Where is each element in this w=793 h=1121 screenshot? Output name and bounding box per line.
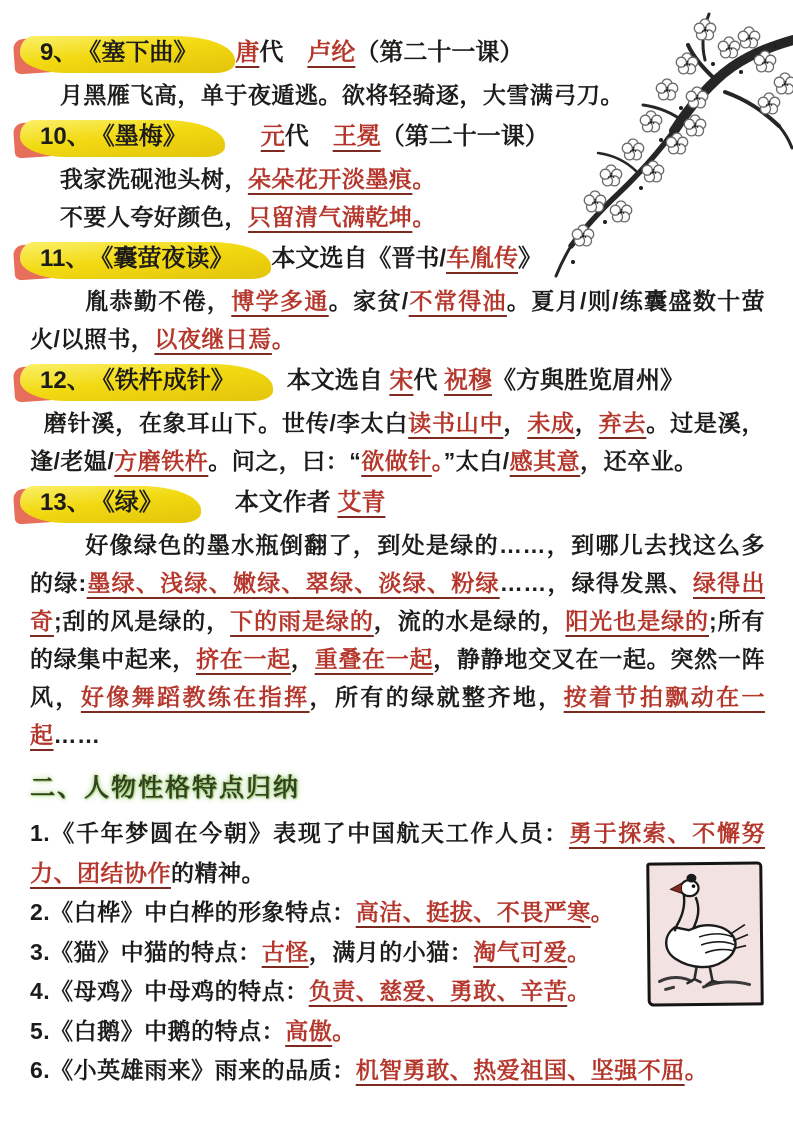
entry-header — [30, 484, 765, 523]
text-run: 月黑雁飞高，单于夜遁逃。欲将轻骑逐，大雪满弓刀。 — [59, 82, 624, 108]
text-run: 5.《白鹅》中鹅的特点： — [30, 1017, 286, 1044]
text-run: 4.《母鸡》中母鸡的特点： — [30, 978, 309, 1004]
text-run: 代 — [413, 367, 445, 394]
key-phrase: 高洁、挺拔、不畏严寒 — [355, 899, 591, 925]
key-phrase: 淘气可爱 — [473, 938, 568, 965]
entry-source — [235, 34, 523, 72]
trait-item — [30, 1051, 765, 1091]
text-run: 本文选自 — [286, 367, 390, 394]
text-run: 本文作者 — [234, 489, 338, 516]
key-phrase: 王冕 — [332, 123, 381, 150]
text-run: ;刮的风是绿的， — [53, 608, 231, 634]
key-phrase: 挤在一起 — [196, 646, 291, 672]
text-run: ……，绿得发黑、 — [499, 570, 694, 596]
trait-item — [30, 1012, 615, 1052]
key-phrase: 宋 — [389, 367, 414, 394]
text-run: 的精神。 — [171, 859, 265, 886]
entry-header — [30, 240, 765, 279]
entry-source — [271, 240, 542, 278]
key-phrase: 欲做针 — [361, 448, 432, 474]
entry-text — [30, 198, 765, 236]
key-phrase: 高傲 — [285, 1017, 333, 1044]
key-phrase: 。 — [590, 899, 615, 925]
key-phrase: 只留清气满乾坤 — [247, 204, 413, 230]
key-phrase: 机智勇敢、热爱祖国、坚强不屈 — [355, 1057, 685, 1083]
poem-entries — [30, 34, 765, 754]
text-run: ，流的水是绿的， — [373, 608, 566, 634]
text-run: 。夏月/则/练囊盛数十萤火/以照书， — [30, 288, 766, 352]
text-run: …… — [53, 722, 101, 748]
entry-title: 《塞下曲》 — [89, 39, 198, 66]
key-phrase: 下的雨是绿的 — [230, 608, 374, 634]
lesson-entry — [30, 118, 765, 236]
text-run: ”太白/ — [443, 448, 510, 474]
text-run: （第二十一课） — [380, 123, 549, 150]
text-run: 本文选自《晋书/ — [271, 245, 447, 272]
text-run: 2.《白桦》中白桦的形象特点： — [30, 899, 356, 925]
key-phrase: 绿得出奇 — [30, 570, 766, 634]
key-phrase: 古怪 — [261, 938, 309, 965]
text-run: 1.《千年梦圆在今朝》表现了中国航天工作人员： — [30, 820, 569, 846]
entry-number: 12、 — [40, 367, 91, 394]
entry-text — [30, 526, 765, 754]
key-phrase: 。 — [412, 204, 436, 230]
key-phrase: 元 — [260, 123, 285, 150]
key-phrase: 卢纶 — [307, 39, 356, 66]
key-phrase: 未成 — [527, 410, 575, 436]
text-run: 代 — [259, 39, 308, 66]
key-phrase: 艾青 — [337, 489, 386, 516]
text-run: ， — [574, 410, 599, 436]
key-phrase: 祝穆 — [444, 367, 493, 394]
text-run: 。问之，曰：“ — [208, 448, 362, 474]
key-phrase: 朵朵花开淡墨痕 — [247, 166, 413, 192]
text-run: 。家贫/ — [328, 288, 409, 314]
entry-text — [30, 160, 765, 198]
text-run: 3.《猫》中猫的特点： — [30, 938, 262, 965]
key-phrase: 车胤传 — [446, 245, 519, 272]
key-phrase: 负责、慈爱、勇敢、辛苦 — [308, 978, 568, 1004]
text-run: ;所有的绿集中起来， — [30, 608, 766, 672]
entry-title: 《墨梅》 — [102, 123, 187, 150]
highlighted-title — [30, 34, 205, 73]
entry-number: 13、 — [40, 489, 91, 516]
entry-text — [30, 282, 765, 358]
entry-header — [30, 362, 765, 401]
key-phrase: 。 — [567, 978, 591, 1004]
key-phrase: 。 — [431, 448, 444, 474]
key-phrase: 重叠在一起 — [314, 646, 434, 672]
key-phrase: 勇于探索、不懈努力、团结协作 — [30, 820, 765, 886]
text-run: ， — [290, 646, 315, 672]
key-phrase: 读书山中 — [408, 410, 504, 436]
text-run: ，还卒业。 — [580, 448, 698, 474]
section-heading: 二、人物性格特点归纳 — [30, 774, 301, 802]
trait-item — [30, 933, 615, 973]
text-run: ，所有的绿就整齐地， — [309, 684, 564, 710]
key-phrase: 不常得油 — [408, 288, 507, 314]
trait-item — [30, 972, 615, 1012]
text-run: ，静静地交叉在一起。突然一阵风， — [30, 646, 766, 710]
key-phrase: 方磨铁杵 — [114, 448, 209, 474]
text-run: 6.《小英雄雨来》雨来的品质： — [30, 1057, 356, 1083]
lesson-entry — [30, 34, 765, 114]
key-phrase: 以夜继日焉 — [154, 326, 272, 352]
key-phrase: 阳光也是绿的 — [565, 608, 709, 634]
key-phrase: 。 — [567, 938, 591, 965]
key-phrase: 。 — [271, 326, 296, 352]
text-run: 我家洗砚池头树， — [59, 166, 248, 192]
text-run: 磨针溪，在象耳山下。世传/李太白 — [43, 410, 409, 436]
text-run: 好像绿色的墨水瓶倒翻了，到处是绿的……，到哪儿去找这么多的绿: — [30, 532, 765, 596]
entry-header — [30, 118, 765, 157]
text-run: （第二十一课） — [355, 39, 524, 66]
key-phrase: 墨绿、浅绿、嫩绿、翠绿、淡绿、粉绿 — [86, 570, 500, 596]
key-phrase: 感其意 — [509, 448, 581, 474]
entry-title: 《铁杵成针》 — [102, 367, 235, 394]
entry-source — [235, 484, 386, 522]
entry-title: 《囊萤夜读》 — [101, 245, 234, 272]
text-run: ，满月的小猫： — [308, 938, 474, 965]
entry-text — [30, 76, 765, 114]
highlighted-title — [30, 118, 195, 157]
text-run: ， — [503, 410, 528, 436]
lesson-entry — [30, 240, 765, 358]
key-phrase: 博学多通 — [231, 288, 329, 314]
text-run: 《方與胜览眉州》 — [492, 367, 685, 394]
highlighted-title — [30, 362, 243, 401]
text-run: 胤恭勤不倦， — [85, 288, 232, 314]
goose-ink-illustration — [646, 861, 764, 1006]
trait-item — [30, 893, 615, 933]
entry-title: 《绿》 — [102, 489, 163, 516]
key-phrase: 。 — [684, 1057, 709, 1083]
text-run: 。过是溪，逢/老媪/ — [30, 410, 766, 474]
key-phrase: 按着节拍飘动在一起 — [30, 684, 766, 748]
text-run: 代 — [284, 123, 333, 150]
text-run: 》 — [518, 245, 543, 272]
highlighted-title — [30, 484, 171, 523]
key-phrase: 。 — [412, 166, 436, 192]
entry-number: 9、 — [40, 39, 78, 66]
highlighted-title — [30, 240, 241, 279]
entry-source — [287, 362, 684, 400]
key-phrase: 唐 — [235, 39, 260, 66]
text-run: 不要人夸好颜色， — [59, 204, 248, 230]
lesson-entry — [30, 362, 765, 480]
entry-header — [30, 34, 765, 73]
entry-source — [261, 118, 549, 156]
entry-text — [30, 404, 765, 480]
key-phrase: 。 — [332, 1017, 356, 1044]
key-phrase: 好像舞蹈教练在指挥 — [80, 684, 310, 710]
entry-number: 10、 — [40, 123, 91, 150]
lesson-entry — [30, 484, 765, 754]
key-phrase: 弃去 — [598, 410, 647, 436]
entry-number: 11、 — [40, 245, 90, 272]
